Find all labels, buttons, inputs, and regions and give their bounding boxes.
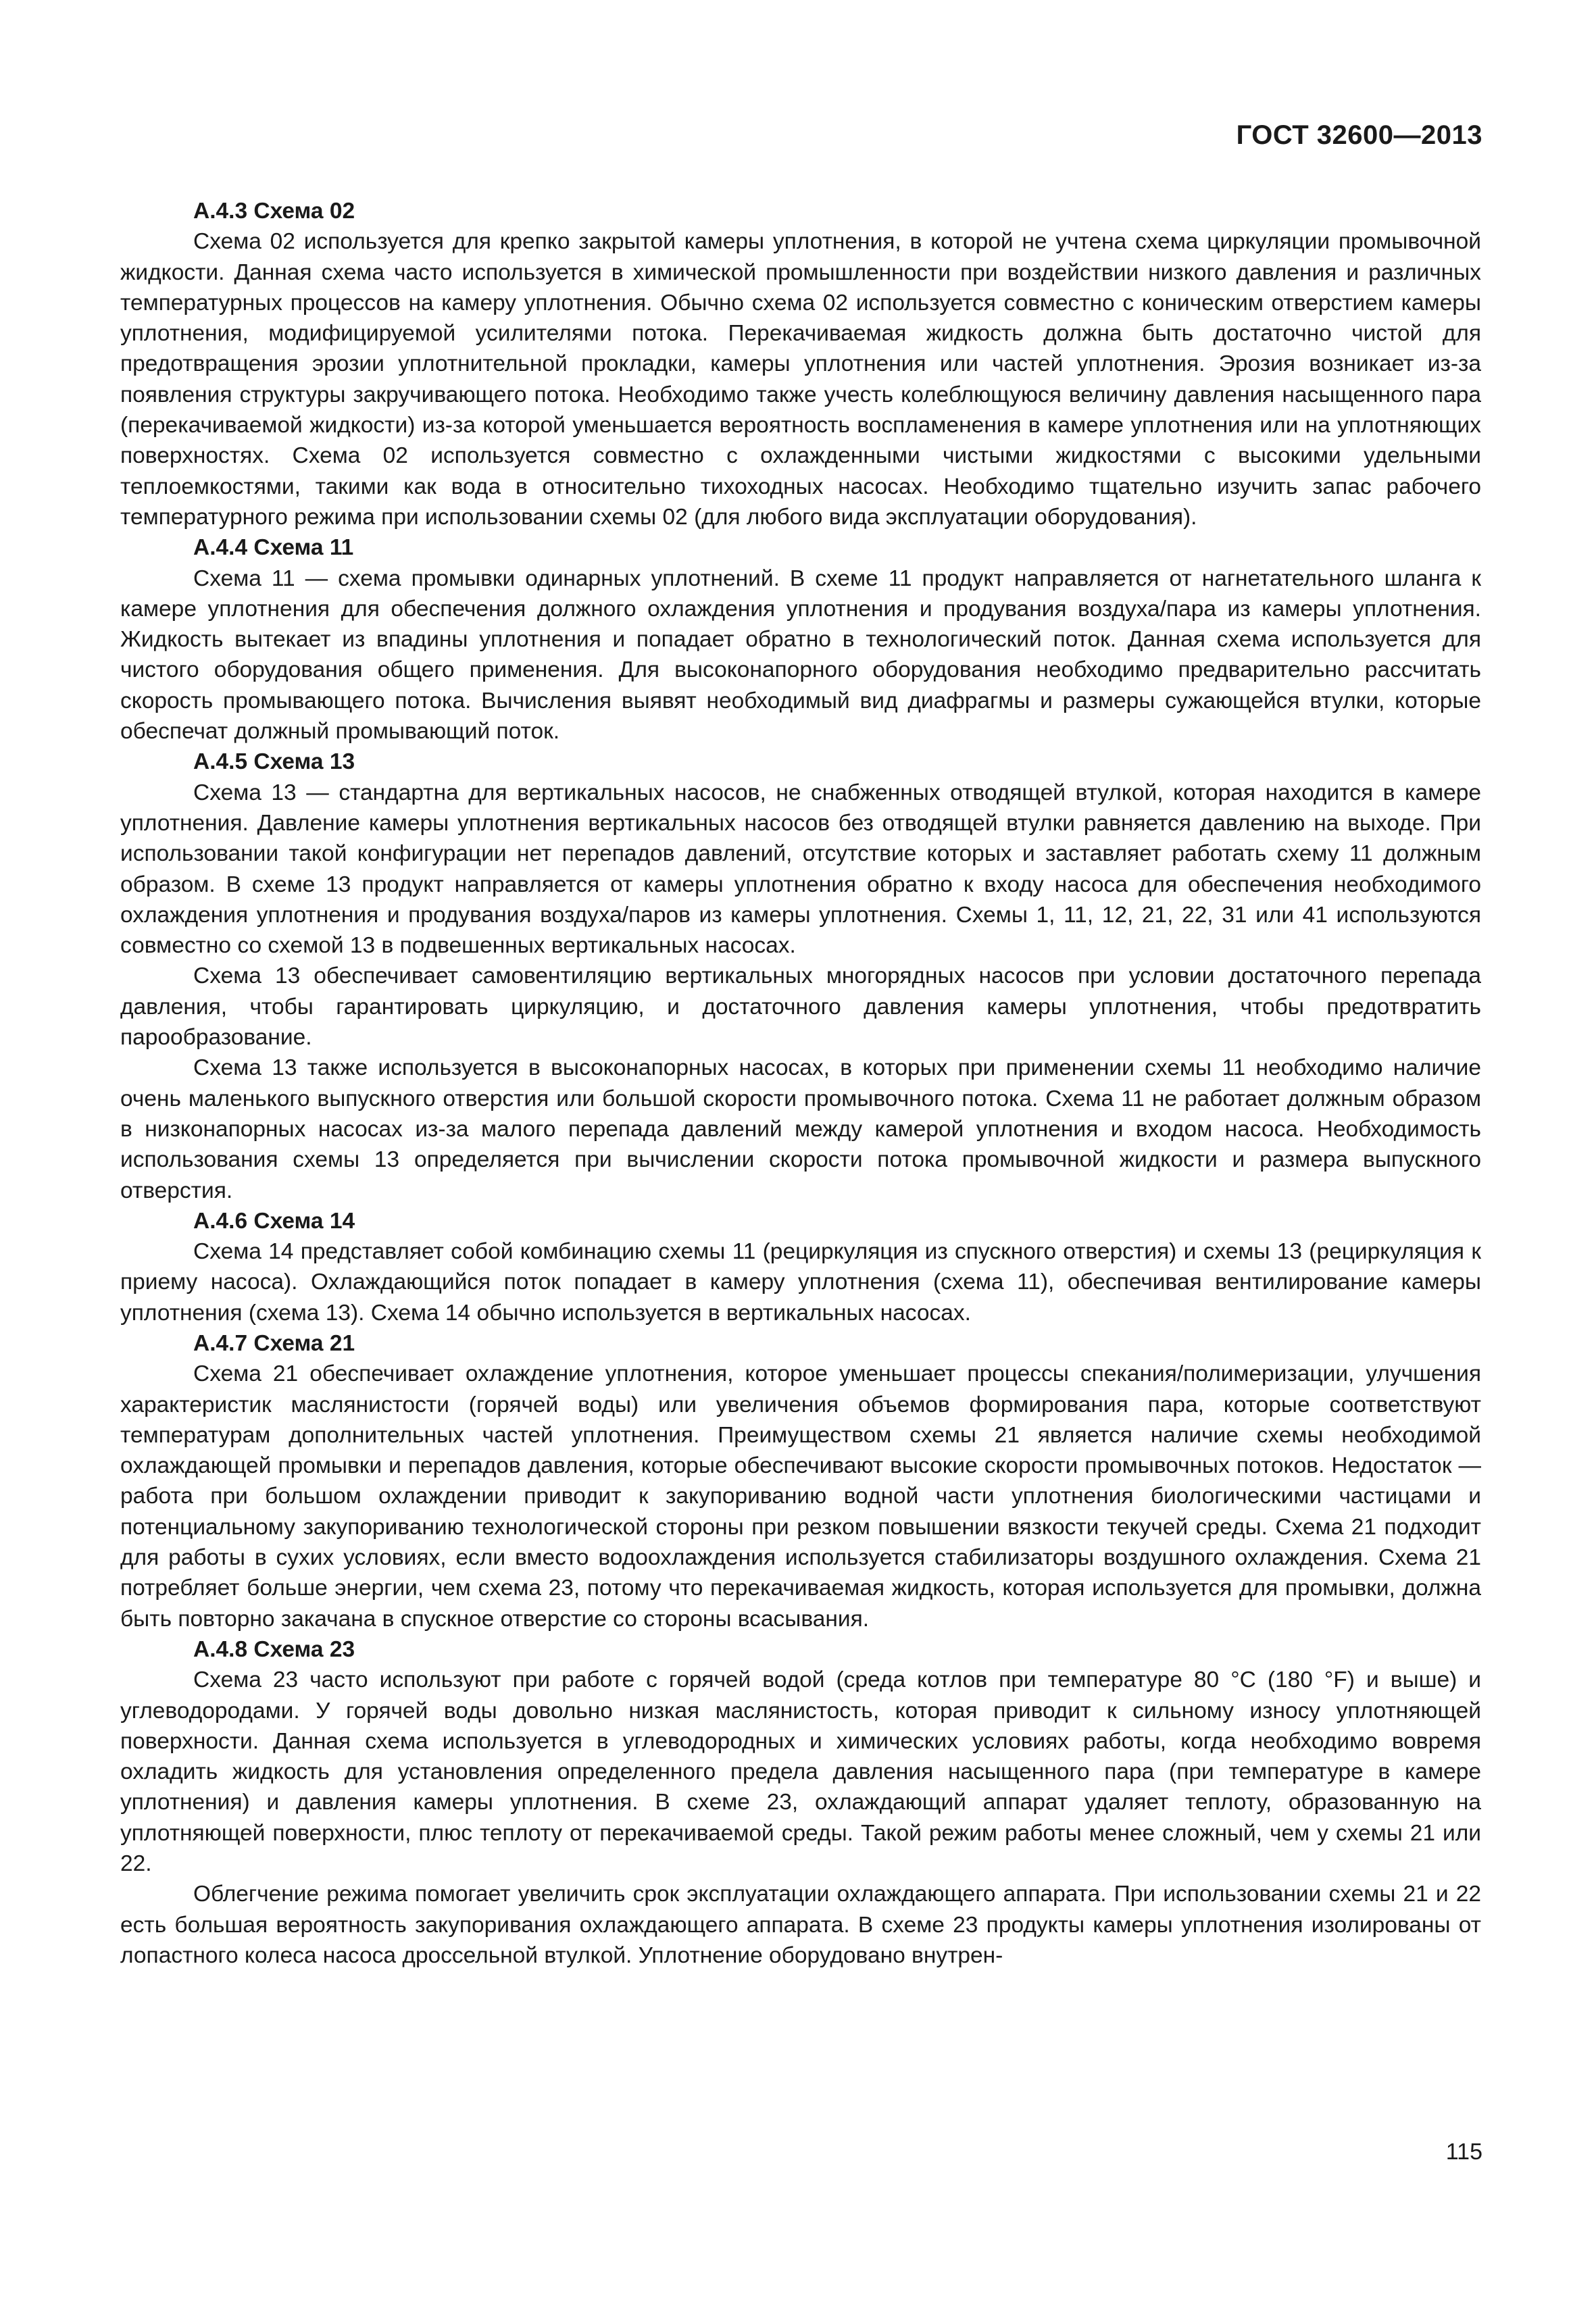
section-paragraph: Схема 11 — схема промывки одинарных уплотнений. В схеме 11 продукт направляется от нагнетательного шланга к камере уплотнения для обеспечения должного охлаждения уплотнения и продувания воздуха/пара из камеры уплотнения. Жидкость вытекает из впадины уплотнения и попадает обратно в технологический поток. Данная схема используется для чистого оборудования общего применения. Для высоконапорного оборудования необходимо предварительно рассчитать скорость промывающего потока. Вычисления выявят необходимый вид диафрагмы и размеры сужающейся втулки, которые обеспечат должный промывающий поток. [120, 565, 1481, 745]
section-paragraph: Облегчение режима помогает увеличить срок эксплуатации охлаждающего аппарата. При использовании схемы 21 и 22 есть большая вероятность закупоривания охлаждающего аппарата. В схеме 23 продукты камеры уплотнения изолированы от лопастного колеса насоса дроссельной втулкой. Уплотнение оборудовано внутрен- [120, 1882, 1481, 1968]
document-body [120, 196, 1481, 1971]
section-paragraph: Схема 14 представляет собой комбинацию схемы 11 (рециркуляция из спускного отверстия) и схемы 13 (рециркуляция к приему насоса). Охлаждающийся поток попадает в камеру уплотнения (схема 11), обеспечивая вентилирование камеры уплотнения (схема 13). Схема 14 обычно используется в вертикальных насосах. [120, 1239, 1481, 1326]
section-paragraph: Схема 02 используется для крепко закрытой камеры уплотнения, в которой не учтена схема циркуляции промывочной жидкости. Данная схема часто используется в химической промышленности при воздействии низкого давления и различных температурных процессов на камеру уплотнения. Обычно схема 02 используется совместно с коническим отверстием камеры уплотнения, модифицируемой усилителями потока. Перекачиваемая жидкость должна быть достаточно чистой для предотвращения эрозии уплотнительной прокладки, камеры уплотнения или частей уплотнения. Эрозия возникает из-за появления структуры закручивающего потока. Необходимо также учесть колеблющуюся величину давления насыщенного пара (перекачиваемой жидкости) из-за которой уменьшается вероятность воспламенения в камере уплотнения или на уплотняющих поверхностях. Схема 02 используется совместно с охлажденными чистыми жидкостями с высокими удельными теплоемкостями, такими как вода в относительно тихоходных насосах. Необходимо тщательно изучить запас рабочего температурного режима при использовании схемы 02 (для любого вида эксплуатации оборудования). [120, 229, 1481, 530]
section-paragraph: Схема 21 обеспечивает охлаждение уплотнения, которое уменьшает процессы спекания/полимеризации, улучшения характеристик маслянистости (горячей воды) или увеличения объемов формирования пара, которые соответствуют температурам дополнительных частей уплотнения. Преимуществом схемы 21 является наличие схемы необходимой охлаждающей промывки и перепадов давления, которые обеспечивают высокие скорости промывочных потоков. Недостаток — работа при большом охлаждении приводит к закупориванию водной части уплотнения биологическими частицами и потенциальному закупориванию технологической стороны при резком повышении вязкости текучей среды. Схема 21 подходит для работы в сухих условиях, если вместо водоохлаждения используется стабилизаторы воздушного охлаждения. Схема 21 потребляет больше энергии, чем схема 23, потому что перекачиваемая жидкость, которая используется для промывки, должна быть повторно закачана в спускное отверстие со стороны всасывания. [120, 1361, 1481, 1632]
section-heading-a-4-6: А.4.6 Схема 14 [193, 1208, 355, 1234]
section-heading-a-4-5: А.4.5 Схема 13 [193, 749, 355, 775]
section-paragraph: Схема 13 — стандартна для вертикальных насосов, не снабженных отводящей втулкой, которая находится в камере уплотнения. Давление камеры уплотнения вертикальных насосов без отводящей втулки равняется давлению на выходе. При использовании такой конфигурации нет перепадов давлений, отсутствие которых и заставляет работать схему 11 должным образом. В схеме 13 продукт направляется от камеры уплотнения обратно к входу насоса для обеспечения необходимого охлаждения уплотнения и продувания воздуха/паров из камеры уплотнения. Схемы 1, 11, 12, 21, 22, 31 или 41 используются совместно со схемой 13 в подвешенных вертикальных насосах. [120, 780, 1481, 959]
section-heading-a-4-8: А.4.8 Схема 23 [193, 1636, 355, 1662]
section-paragraph: Схема 23 часто используют при работе с горячей водой (среда котлов при температуре 80 °С (180 °F) и выше) и углеводородами. У горячей воды довольно низкая маслянистость, которая приводит к сильному износу уплотняющей поверхности. Данная схема используется в углеводородных и химических условиях работы, когда необходимо вовремя охладить жидкость для установления определенного предела давления насыщенного пара (при температуре в камере уплотнения) и давления камеры уплотнения. В схеме 23, охлаждающий аппарат удаляет теплоту, образованную на уплотняющей поверхности, плюс теплоту от перекачиваемой среды. Такой режим работы менее сложный, чем у схемы 21 или 22. [120, 1667, 1481, 1877]
section-heading-a-4-3: А.4.3 Схема 02 [193, 199, 355, 224]
page-number: 115 [1445, 2139, 1482, 2165]
document-code-header: ГОСТ 32600—2013 [1236, 120, 1482, 150]
section-paragraph: Схема 13 обеспечивает самовентиляцию вертикальных многорядных насосов при условии достаточного перепада давления, чтобы гарантировать циркуляцию, и достаточного давления камеры уплотнения, чтобы предотвратить парообразование. [120, 963, 1481, 1051]
section-paragraph: Схема 13 также используется в высоконапорных насосах, в которых при применении схемы 11 необходимо наличие очень маленького выпускного отверстия или большой скорости промывочного потока. Схема 11 не работает должным образом в низконапорных насосах из-за малого перепада давлений между камерой уплотнения и входом насоса. Необходимость использования схемы 13 определяется при вычислении скорости потока промывочной жидкости и размера выпускного отверстия. [120, 1055, 1481, 1203]
section-heading-a-4-4: А.4.4 Схема 11 [193, 535, 354, 561]
section-heading-a-4-7: А.4.7 Схема 21 [193, 1330, 355, 1356]
